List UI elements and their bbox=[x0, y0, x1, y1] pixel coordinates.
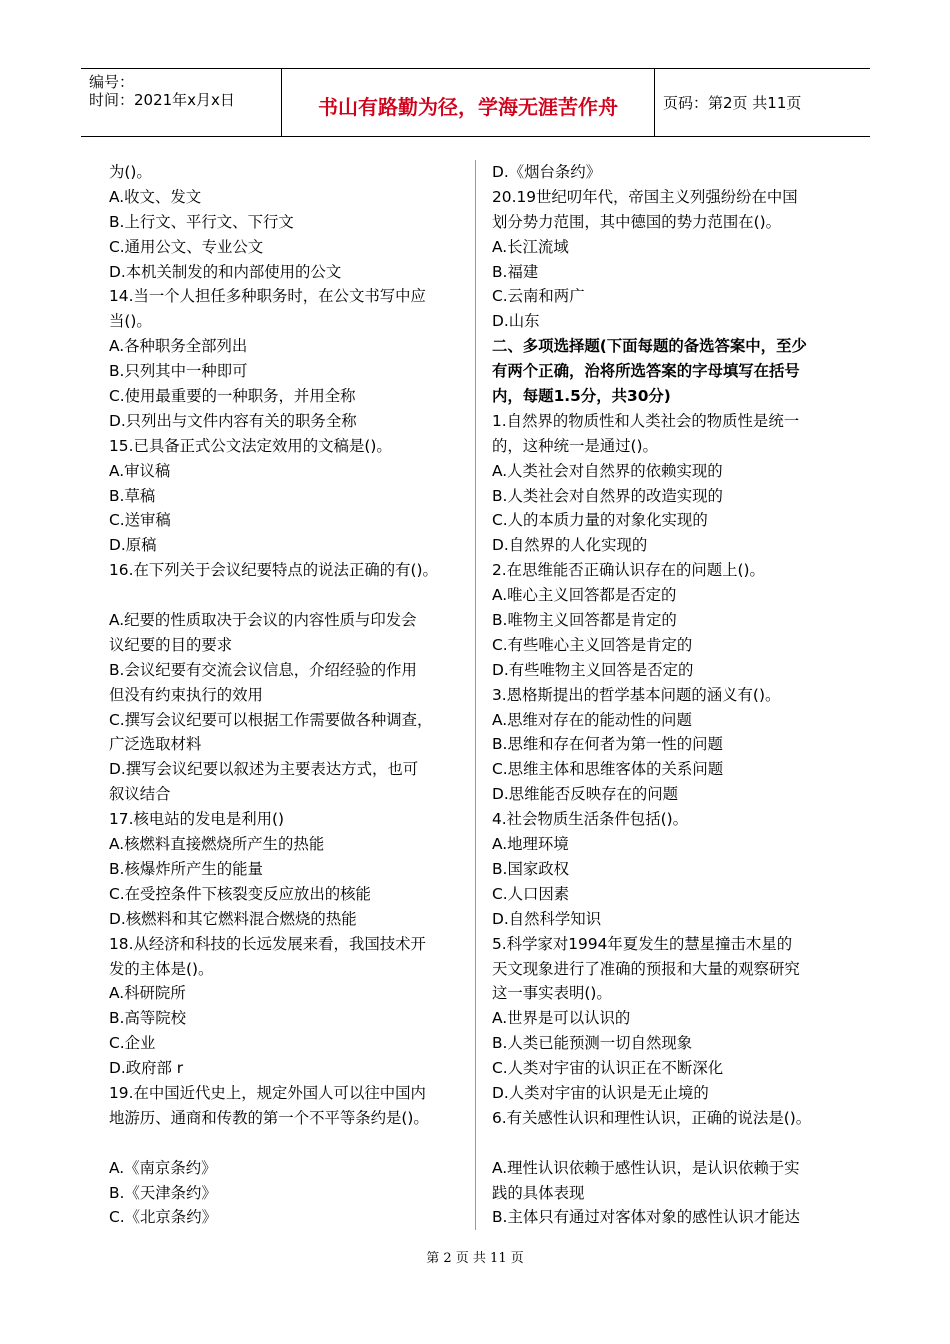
text-line: 地游历、通商和传教的第一个不平等条约是()。 bbox=[109, 1108, 429, 1127]
header-meta-cell bbox=[81, 69, 282, 136]
text-line: A.思维对存在的能动性的问题 bbox=[492, 710, 692, 729]
text-line: D.政府部 r bbox=[109, 1059, 184, 1078]
text-line: 19.在中国近代史上，规定外国人可以往中国内 bbox=[109, 1083, 426, 1102]
text-line: A.《南京条约》 bbox=[109, 1158, 217, 1177]
column-divider bbox=[475, 160, 476, 1230]
text-line: A.核燃料直接燃烧所产生的热能 bbox=[109, 835, 325, 854]
text-line: C.使用最重要的一种职务，并用全称 bbox=[109, 387, 356, 406]
text-line: 发的主体是()。 bbox=[109, 959, 214, 978]
text-line: B.上行文、平行文、下行文 bbox=[109, 212, 294, 231]
text-line: 14.当一个人担任多种职务时，在公文书写中应 bbox=[109, 287, 426, 306]
text-line: B.高等院校 bbox=[109, 1009, 187, 1028]
text-line: 有两个正确，治将所选答案的字母填写在括号 bbox=[492, 362, 800, 381]
text-line: A.科研院所 bbox=[109, 984, 186, 1003]
text-line: A.理性认识依赖于感性认识，是认识依赖于实 bbox=[492, 1158, 800, 1177]
text-line: B.人类社会对自然界的改造实现的 bbox=[492, 486, 723, 505]
text-line: C.《北京条约》 bbox=[109, 1208, 217, 1227]
left-column bbox=[109, 160, 461, 1230]
text-line: D.思维能否反映存在的问题 bbox=[492, 785, 679, 804]
text-line: 5.科学家对1994年夏发生的慧星撞击木星的 bbox=[492, 934, 793, 953]
text-line: B.核爆炸所产生的能量 bbox=[109, 859, 263, 878]
text-line: B.主体只有通过对客体对象的感性认识才能达 bbox=[492, 1208, 800, 1227]
text-line: C.思维主体和思维客体的关系问题 bbox=[492, 760, 724, 779]
text-line: C.有些唯心主义回答是肯定的 bbox=[492, 635, 693, 654]
page-footer: 第 2 页 共 11 页 bbox=[426, 1251, 524, 1266]
text-line bbox=[492, 1131, 844, 1156]
text-line: B.会议纪要有交流会议信息，介绍经验的作用 bbox=[109, 660, 417, 679]
text-line: 1.自然界的物质性和人类社会的物质性是统一 bbox=[492, 411, 800, 430]
text-line: D.原稿 bbox=[109, 536, 157, 555]
text-line: B.草稿 bbox=[109, 486, 156, 505]
text-line: 内，每题1.5分，共30分) bbox=[492, 387, 671, 406]
text-line: 17.核电站的发电是利用() bbox=[109, 810, 285, 829]
text-line: 为()。 bbox=[109, 163, 152, 181]
text-line: B.《天津条约》 bbox=[109, 1183, 217, 1202]
text-line: C.人口因素 bbox=[492, 884, 570, 903]
text-line: A.纪要的性质取决于会议的内容性质与印发会 bbox=[109, 611, 417, 630]
header-page-number: 页码：第2页 共11页 bbox=[663, 94, 802, 112]
text-line: 天文现象进行了准确的预报和大量的观察研究 bbox=[492, 959, 800, 978]
text-line bbox=[109, 1131, 461, 1156]
text-line: C.企业 bbox=[109, 1034, 156, 1053]
text-line: 议纪要的目的要求 bbox=[109, 635, 233, 654]
text-line: 二、多项选择题(下面每题的备选答案中，至少 bbox=[492, 337, 807, 356]
header-motto-cell bbox=[282, 69, 655, 136]
document-number-label: 编号： bbox=[89, 73, 135, 91]
text-line: A.各种职务全部列出 bbox=[109, 337, 248, 356]
text-line: C.撰写会议纪要可以根据工作需要做各种调查， bbox=[109, 710, 433, 729]
text-line: 叙议结合 bbox=[109, 785, 171, 804]
text-line: D.有些唯物主义回答是否定的 bbox=[492, 660, 694, 679]
text-line: A.人类社会对自然界的依赖实现的 bbox=[492, 461, 723, 480]
text-line: 2.在思维能否正确认识存在的问题上()。 bbox=[492, 561, 765, 580]
text-line: 18.从经济和科技的长远发展来看，我国技术开 bbox=[109, 934, 426, 953]
text-line: 3.恩格斯提出的哲学基本问题的涵义有()。 bbox=[492, 685, 781, 704]
text-line: A.唯心主义回答都是否定的 bbox=[492, 586, 677, 605]
text-line: 16.在下列关于会议纪要特点的说法正确的有()。 bbox=[109, 561, 438, 580]
text-line: C.云南和两广 bbox=[492, 287, 585, 306]
text-line bbox=[109, 583, 461, 608]
right-column bbox=[492, 160, 844, 1230]
text-line: 广泛选取材料 bbox=[109, 735, 202, 754]
text-line: C.送审稿 bbox=[109, 511, 171, 530]
text-line: D.撰写会议纪要以叙述为主要表达方式，也可 bbox=[109, 760, 419, 779]
header-page-cell bbox=[655, 69, 870, 136]
text-line: A.地理环境 bbox=[492, 835, 569, 854]
text-line: 15.已具备正式公文法定效用的文稿是()。 bbox=[109, 436, 392, 455]
text-line: D.自然界的人化实现的 bbox=[492, 536, 648, 555]
document-date: 时间：2021年x月x日 bbox=[89, 91, 235, 109]
text-line: B.福建 bbox=[492, 262, 539, 281]
text-line: D.《烟台条约》 bbox=[492, 163, 602, 181]
text-line: 4.社会物质生活条件包括()。 bbox=[492, 810, 688, 829]
text-line: 这一事实表明()。 bbox=[492, 984, 612, 1003]
header-motto: 书山有路勤为径，学海无涯苦作舟 bbox=[318, 95, 618, 119]
text-line: D.人类对宇宙的认识是无止境的 bbox=[492, 1083, 709, 1102]
text-line: 但没有约束执行的效用 bbox=[109, 685, 263, 704]
text-line: 6.有关感性认识和理性认识，正确的说法是()。 bbox=[492, 1108, 812, 1127]
text-line: 的，这种统一是通过()。 bbox=[492, 436, 658, 455]
text-line: 践的具体表现 bbox=[492, 1183, 585, 1202]
text-line: D.山东 bbox=[492, 312, 540, 331]
text-line: B.国家政权 bbox=[492, 859, 570, 878]
text-line: D.自然科学知识 bbox=[492, 909, 602, 928]
text-line: B.唯物主义回答都是肯定的 bbox=[492, 611, 677, 630]
page-header bbox=[81, 68, 870, 137]
text-line: D.只列出与文件内容有关的职务全称 bbox=[109, 411, 357, 430]
text-line: A.长江流域 bbox=[492, 237, 569, 256]
text-line: C.在受控条件下核裂变反应放出的核能 bbox=[109, 884, 371, 903]
text-line: A.收文、发文 bbox=[109, 187, 202, 206]
text-line: 20.19世纪叨年代，帝国主义列强纷纷在中国 bbox=[492, 187, 798, 206]
text-line: D.本机关制发的和内部使用的公文 bbox=[109, 262, 342, 281]
text-line: B.思维和存在何者为第一性的问题 bbox=[492, 735, 723, 754]
text-line: D.核燃料和其它燃料混合燃烧的热能 bbox=[109, 909, 357, 928]
text-line: 当()。 bbox=[109, 312, 152, 331]
text-line: B.只列其中一种即可 bbox=[109, 362, 248, 381]
text-line: B.人类已能预测一切自然现象 bbox=[492, 1034, 693, 1053]
text-line: A.审议稿 bbox=[109, 461, 171, 480]
text-line: 划分势力范围，其中德国的势力范围在()。 bbox=[492, 212, 782, 231]
text-line: A.世界是可以认识的 bbox=[492, 1009, 631, 1028]
text-line: C.人的本质力量的对象化实现的 bbox=[492, 511, 708, 530]
text-line: C.通用公文、专业公文 bbox=[109, 237, 264, 256]
text-line: C.人类对宇宙的认识正在不断深化 bbox=[492, 1059, 724, 1078]
